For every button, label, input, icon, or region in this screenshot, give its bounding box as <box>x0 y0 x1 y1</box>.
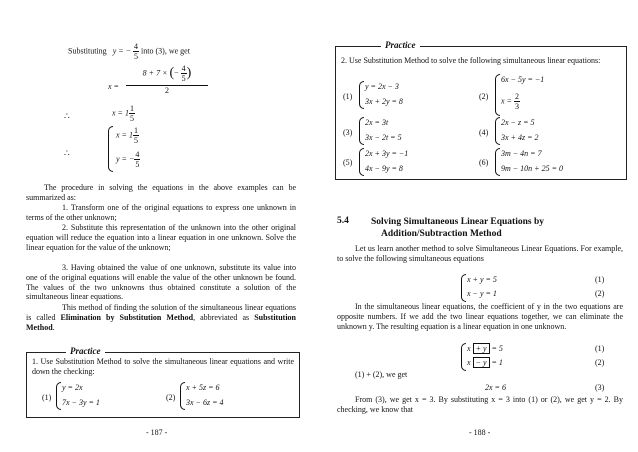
x-result: x = 1 $\frac{1}{5}$ <box>112 104 134 123</box>
practice-eq: 6x − 5y = −1 <box>501 75 545 84</box>
therefore-symbol: ∴ <box>64 111 70 121</box>
system-brace <box>461 343 466 371</box>
practice-brace-1 <box>56 382 61 410</box>
result-equation: 2x = 6 <box>485 383 506 392</box>
equation-tag: (1) <box>595 344 605 353</box>
practice-title: Practice <box>66 346 105 356</box>
equation-tag: (2) <box>595 358 605 367</box>
practice-eq: y = 2x − 3 <box>365 82 399 91</box>
system-eq: x + y = 5 <box>467 275 497 284</box>
equation-tag: (2) <box>595 289 605 298</box>
therefore-symbol-2: ∴ <box>64 148 70 158</box>
practice-label: (3) <box>343 128 353 137</box>
practice-eq: 9m − 10n + 25 = 0 <box>501 164 563 173</box>
system-brace <box>108 126 113 172</box>
substitution-intro: Substituting y = − $\frac{4}{5}$ into (3), we get <box>68 42 190 61</box>
section-number: 5.4 <box>337 216 349 226</box>
step-1: 1. Transform one of the original equations to express one unknown in terms of the other unknown; <box>26 203 296 222</box>
practice-eq: 7x − 3y = 1 <box>62 398 100 407</box>
practice-eq: 4x − 9y = 8 <box>365 164 403 173</box>
practice-instruction: 1. Use Substitution Method to solve the simultaneous linear equations and write down the checking: <box>32 357 294 376</box>
practice-brace <box>495 148 500 176</box>
practice-eq: x = $\frac{2}{3}$ <box>501 92 519 111</box>
intro-paragraph: Let us learn another method to solve Simultaneous Linear Equations. For example, to solve the following simultaneous equations <box>337 244 623 263</box>
practice-brace <box>359 148 364 176</box>
x-equation-lhs: x = <box>108 82 119 91</box>
x-equation-fraction: 8 + 7 × (− $\frac{4}{5}$ ) 2 <box>126 64 208 96</box>
practice-brace <box>495 117 500 145</box>
system-eq: x + y = 5 <box>467 344 503 353</box>
practice-label-2: (2) <box>166 393 176 402</box>
practice-eq: y = 2x <box>62 383 83 392</box>
explanation-paragraph: In the simultaneous linear equations, the coefficient of y in the two equations are opposite numbers. If we add the two linear equations together, we can eliminate the unknown y. The resulting equation is a linear equation in one unknown. <box>337 302 623 331</box>
practice-eq: 3m − 4n = 7 <box>501 149 542 158</box>
practice-eq: 2x − z = 5 <box>501 118 535 127</box>
step-2: 2. Substitute this representation of the unknown into the other original equation will reduce the equation into a linear equation in one unknown. Solve the linear equation for the value of the unknown; <box>26 223 296 252</box>
page-number: - 188 - <box>469 428 491 437</box>
practice-eq: x + 5z = 6 <box>186 383 220 392</box>
solution-y: y = − $\frac{4}{5}$ <box>116 150 140 169</box>
solution-x: x = 1 $\frac{1}{5}$ <box>116 126 138 145</box>
system-eq: x − y = 1 <box>467 289 497 298</box>
practice-eq: 3x − 6z = 4 <box>186 398 224 407</box>
conclusion-paragraph: From (3), we get x = 3. By substituting x = 3 into (1) or (2), we get y = 2. By checking, we know that <box>337 395 623 414</box>
practice-label-1: (1) <box>42 393 52 402</box>
practice-title: Practice <box>381 40 420 50</box>
procedure-intro: The procedure in solving the equations in the above examples can be summarized as: <box>26 183 296 202</box>
practice-brace <box>359 81 364 109</box>
practice-instruction: 2. Use Substitution Method to solve the following simultaneous linear equations: <box>341 56 601 65</box>
equation-tag: (3) <box>595 383 605 392</box>
equation-tag: (1) <box>595 275 605 284</box>
combine-text: (1) + (2), we get <box>355 370 408 379</box>
practice-label: (2) <box>479 92 489 101</box>
practice-label: (5) <box>343 158 353 167</box>
practice-label: (1) <box>343 92 353 101</box>
practice-brace <box>359 117 364 145</box>
section-title: Solving Simultaneous Linear Equations by Addition/Subtraction Method <box>371 217 544 239</box>
system-eq: x − y = 1 <box>467 358 503 367</box>
practice-label: (4) <box>479 128 489 137</box>
page-number: - 187 - <box>146 428 168 437</box>
practice-eq: 3x − 2t = 5 <box>365 133 402 142</box>
practice-brace <box>495 74 500 116</box>
method-definition: This method of finding the solution of the simultaneous linear equations is called Elimination by Substitution Method, abbreviated as Substitution Method. <box>26 303 296 332</box>
practice-eq: 2x = 3t <box>365 118 389 127</box>
practice-brace-2 <box>180 382 185 410</box>
step-3: 3. Having obtained the value of one unknown, substitute its value into one of the original equations will enable the value of the other unknown be found. The values of the two unknowns thus obtained constitute a solution of the simultaneous linear equations. <box>26 263 296 302</box>
practice-eq: 3x + 4z = 2 <box>501 133 539 142</box>
system-brace <box>461 274 466 302</box>
practice-label: (6) <box>479 158 489 167</box>
right-page <box>319 0 638 452</box>
practice-eq: 2x + 3y = −1 <box>365 149 409 158</box>
practice-eq: 3x + 2y = 8 <box>365 97 403 106</box>
